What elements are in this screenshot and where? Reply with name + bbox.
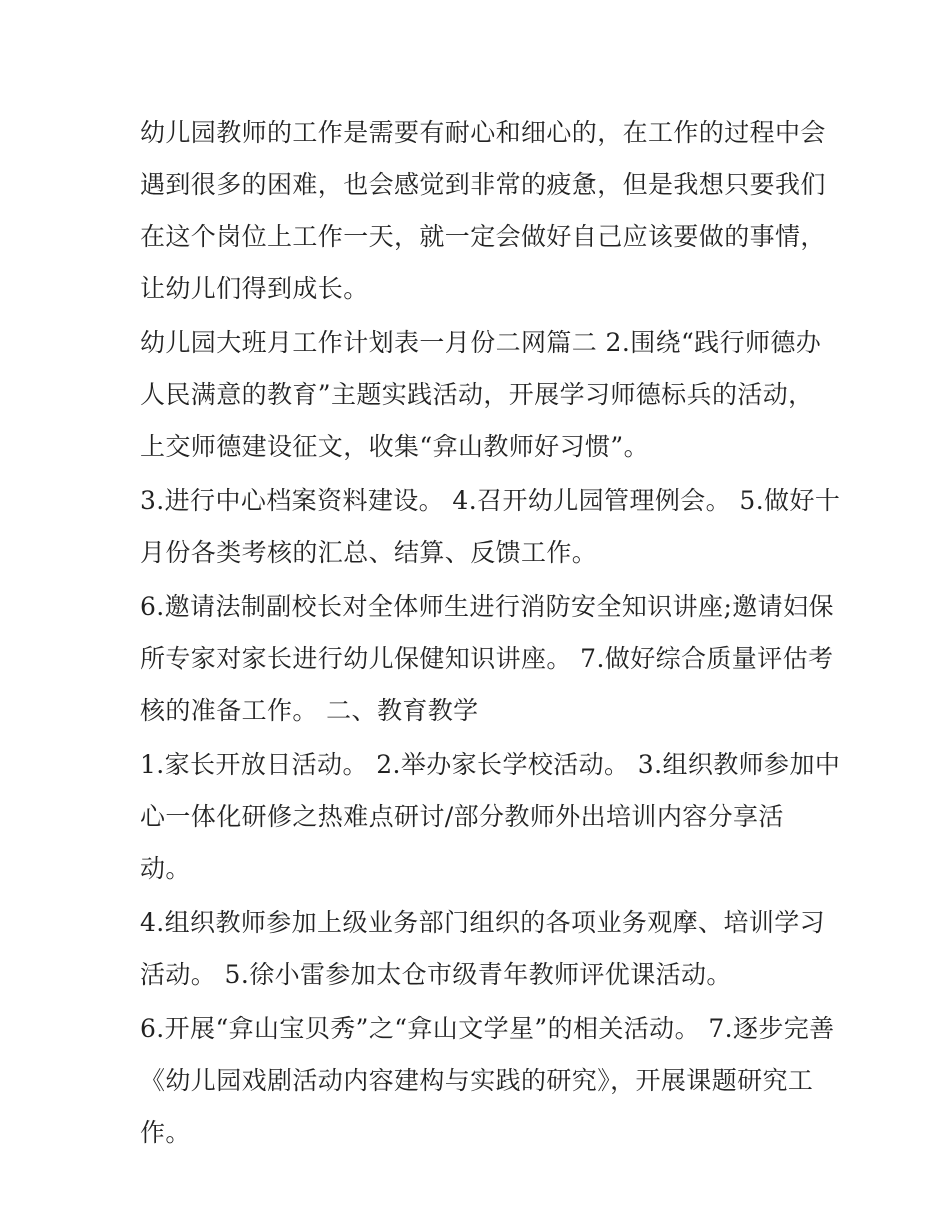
- paragraph-plan-title: [140, 317, 830, 473]
- paragraph-items-6-7: [140, 581, 834, 737]
- text-line: 《幼儿园戏剧活动内容建构与实践的研究》，开展课题研究工: [140, 1066, 814, 1095]
- text-line: 月份各类考核的汇总、结算、反馈工作。: [140, 538, 598, 567]
- paragraph-intro: [140, 107, 830, 315]
- paragraph-teaching-1-3: [140, 739, 841, 895]
- paragraph-teaching-6-7: [140, 1003, 835, 1159]
- text-line: 活动。 5.徐小雷参加太仓市级青年教师评优课活动。: [140, 960, 732, 989]
- text-line: 所专家对家长进行幼儿保健知识讲座。 7.做好综合质量评估考: [140, 644, 834, 673]
- text-line: 6.开展“弇山宝贝秀”之“弇山文学星”的相关活动。 7.逐步完善: [140, 1014, 835, 1043]
- text-line: 幼儿园大班月工作计划表一月份二网篇二 2.围绕“践行师德办: [140, 328, 822, 357]
- text-line: 4.组织教师参加上级业务部门组织的各项业务观摩、培训学习: [140, 908, 826, 937]
- text-line: 遇到很多的困难，也会感觉到非常的疲惫，但是我想只要我们: [140, 170, 826, 199]
- text-line: 作。: [140, 1118, 191, 1147]
- text-line: 核的准备工作。 二、教育教学: [140, 696, 479, 725]
- text-line: 在这个岗位上工作一天，就一定会做好自己应该要做的事情，: [140, 222, 826, 251]
- text-line: 幼儿园教师的工作是需要有耐心和细心的，在工作的过程中会: [140, 118, 826, 147]
- paragraph-items-3-5: [140, 475, 841, 579]
- paragraph-teaching-4-5: [140, 897, 830, 1001]
- text-line: 6.邀请法制副校长对全体师生进行消防安全知识讲座;邀请妇保: [140, 592, 834, 621]
- text-line: 1.家长开放日活动。 2.举办家长学校活动。 3.组织教师参加中: [140, 750, 841, 779]
- text-line: 3.进行中心档案资料建设。 4.召开幼儿园管理例会。 5.做好十: [140, 486, 841, 515]
- text-line: 人民满意的教育”主题实践活动，开展学习师德标兵的活动，: [140, 380, 814, 409]
- text-line: 动。: [140, 854, 191, 883]
- text-line: 心一体化研修之热难点研讨/部分教师外出培训内容分享活: [140, 802, 784, 831]
- document-body: [140, 107, 841, 1161]
- text-line: 让幼儿们得到成长。: [140, 274, 369, 303]
- text-line: 上交师德建设征文，收集“弇山教师好习惯”。: [140, 432, 649, 461]
